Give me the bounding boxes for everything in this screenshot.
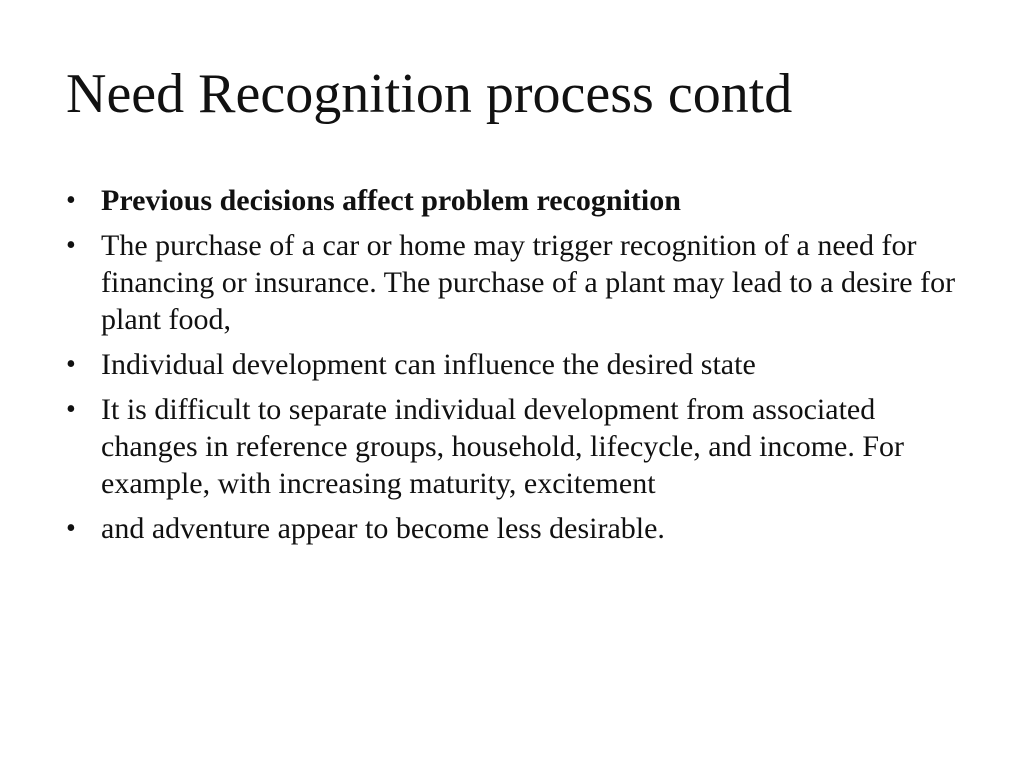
bullet-item [66, 182, 976, 219]
bullet-text: It is difficult to separate individual development from associated changes in reference groups, household, lifecycle, and income. For example, with increasing maturity, excitement [101, 393, 905, 500]
bullet-text: and adventure appear to become less desirable. [101, 512, 665, 545]
slide-title: Need Recognition process contd [66, 63, 793, 125]
bullet-text: The purchase of a car or home may trigger recognition of a need for financing or insurance. The purchase of a plant may lead to a desire for plant food, [101, 229, 956, 336]
bullet-item [66, 391, 976, 502]
bullet-icon: • [66, 185, 76, 216]
bullet-icon: • [66, 349, 76, 380]
bullet-item [66, 510, 976, 547]
bullet-icon: • [66, 230, 76, 261]
bullet-text: Individual development can influence the desired state [101, 348, 756, 381]
bullet-item [66, 227, 976, 338]
bullet-text: Previous decisions affect problem recognition [101, 184, 681, 217]
bullet-item [66, 346, 976, 383]
bullet-list [66, 182, 976, 555]
bullet-icon: • [66, 513, 76, 544]
bullet-icon: • [66, 394, 76, 425]
